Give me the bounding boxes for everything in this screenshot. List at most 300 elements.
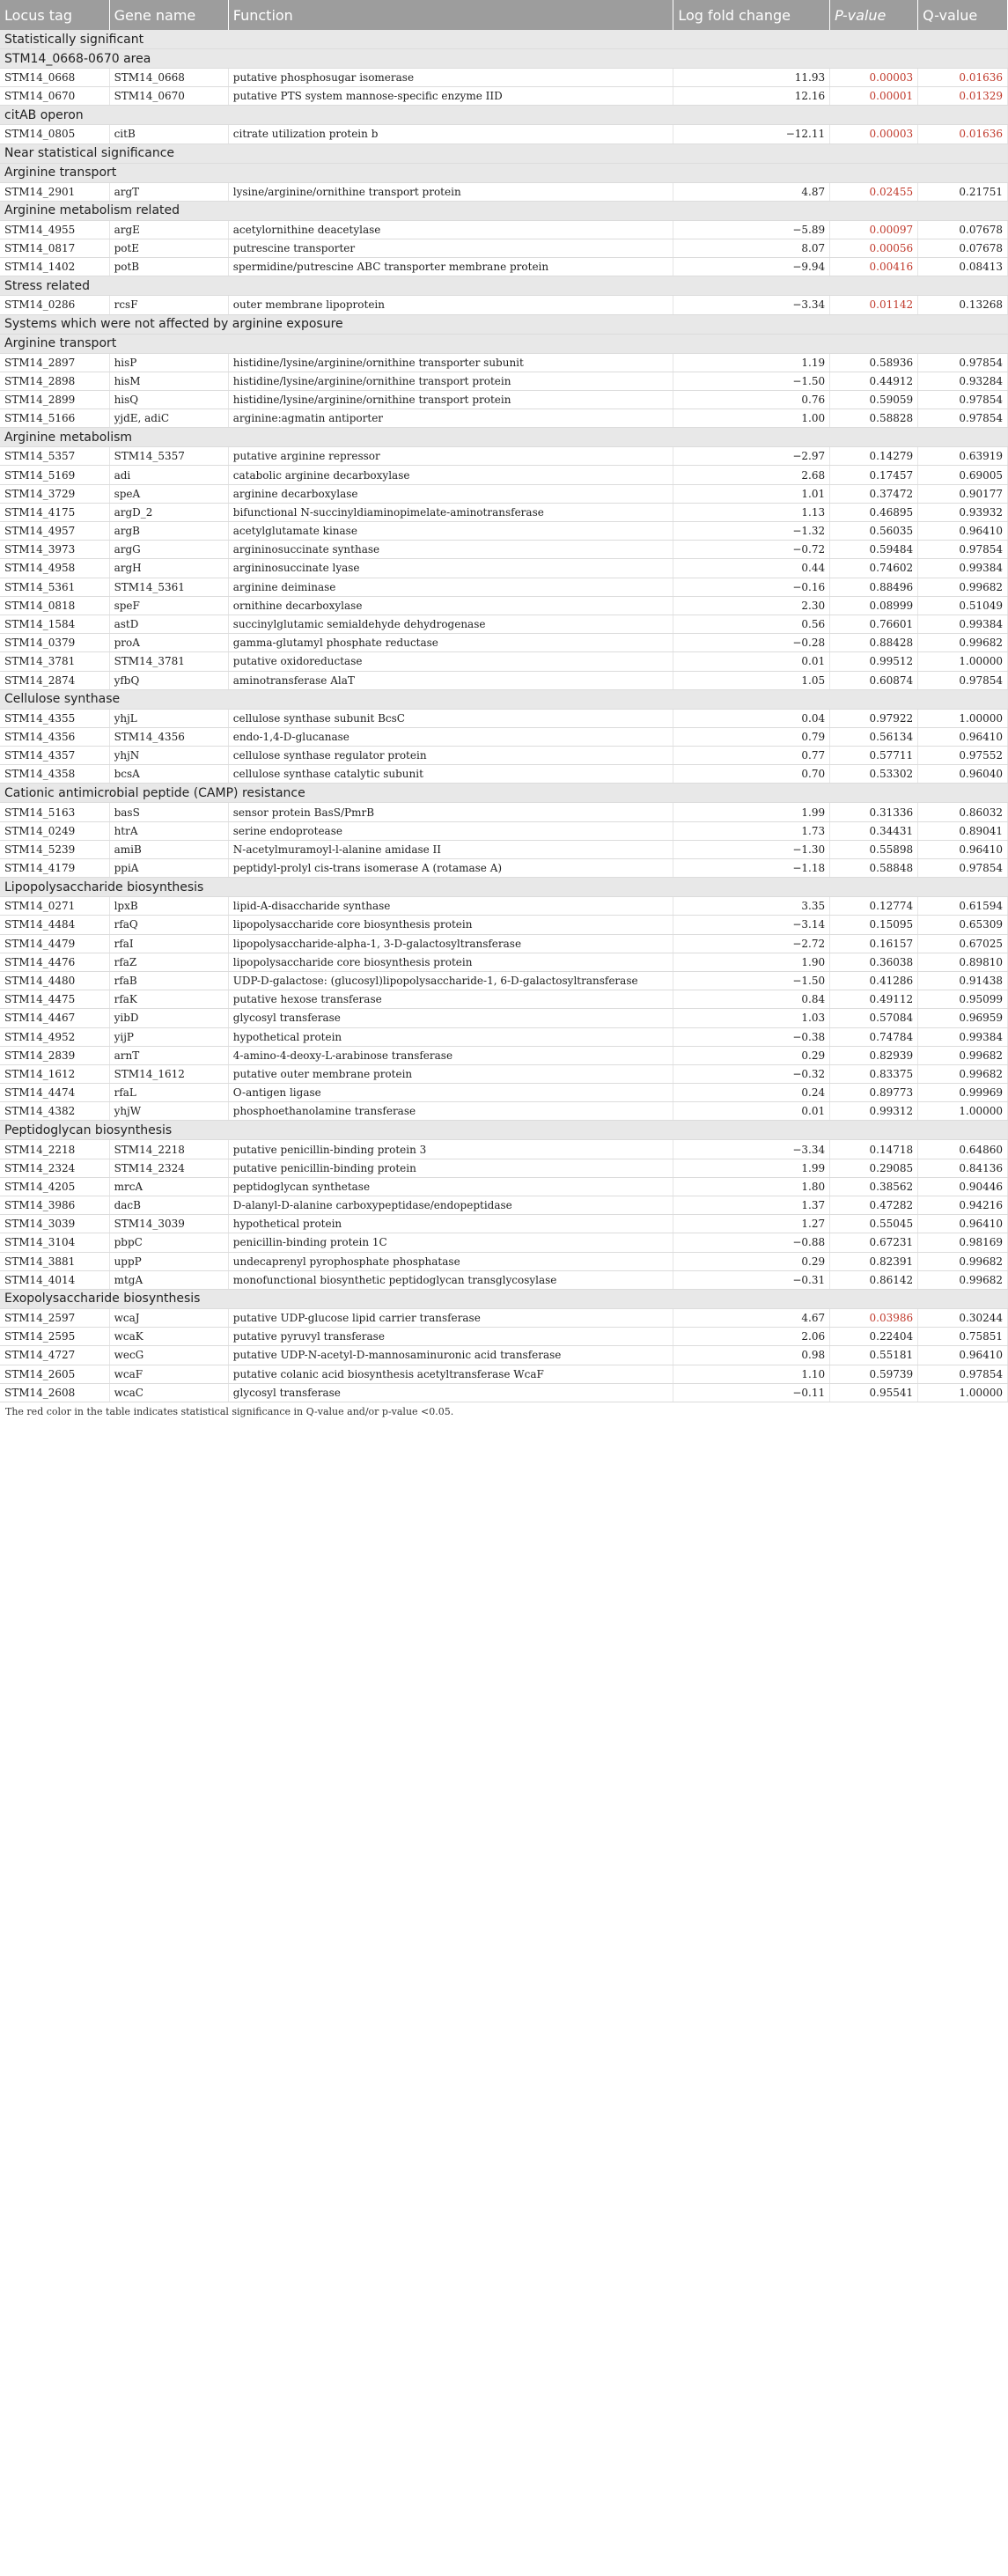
cell-p-value: 0.12774 (830, 897, 918, 916)
cell-log-fold-change: 1.73 (673, 821, 830, 840)
cell-q-value: 0.99969 (918, 1084, 1008, 1102)
cell-p-value: 0.88496 (830, 578, 918, 596)
cell-q-value: 0.99682 (918, 634, 1008, 652)
cell-log-fold-change: 3.35 (673, 897, 830, 916)
section-title: Peptidoglycan biosynthesis (0, 1121, 1008, 1140)
cell-p-value: 0.59059 (830, 390, 918, 408)
cell-q-value: 0.07678 (918, 220, 1008, 239)
cell-q-value: 0.01636 (918, 125, 1008, 144)
cell-q-value: 0.99682 (918, 1064, 1008, 1083)
table-row (0, 1308, 1008, 1327)
cell-q-value: 1.00000 (918, 1383, 1008, 1402)
cell-locus-tag: STM14_0271 (0, 897, 109, 916)
cell-p-value: 0.29085 (830, 1159, 918, 1177)
cell-function: putative penicillin-binding protein (228, 1159, 673, 1177)
cell-gene-name: rfaQ (109, 916, 228, 934)
table-row (0, 916, 1008, 934)
cell-gene-name: pbpC (109, 1233, 228, 1252)
header-gene-name: Gene name (109, 0, 228, 30)
cell-log-fold-change: −0.28 (673, 634, 830, 652)
header-locus-tag: Locus tag (0, 0, 109, 30)
table-row (0, 353, 1008, 372)
cell-log-fold-change: 8.07 (673, 239, 830, 257)
cell-gene-name: rcsF (109, 296, 228, 314)
cell-q-value: 0.97854 (918, 409, 1008, 428)
cell-gene-name: STM14_3781 (109, 652, 228, 671)
section-header (0, 144, 1008, 163)
cell-log-fold-change: 0.01 (673, 652, 830, 671)
cell-log-fold-change: −0.38 (673, 1027, 830, 1046)
cell-locus-tag: STM14_0818 (0, 596, 109, 615)
cell-log-fold-change: 2.30 (673, 596, 830, 615)
cell-gene-name: argT (109, 182, 228, 201)
cell-function: putative oxidoreductase (228, 652, 673, 671)
cell-locus-tag: STM14_4014 (0, 1270, 109, 1289)
cell-gene-name: hisP (109, 353, 228, 372)
section-title: Near statistical significance (0, 144, 1008, 163)
cell-p-value: 0.49112 (830, 990, 918, 1009)
cell-p-value: 0.58936 (830, 353, 918, 372)
cell-gene-name: proA (109, 634, 228, 652)
cell-function: N-acetylmuramoyl-l-alanine amidase II (228, 840, 673, 858)
cell-function: cellulose synthase catalytic subunit (228, 765, 673, 784)
cell-log-fold-change: 0.44 (673, 559, 830, 578)
cell-function: O-antigen ligase (228, 1084, 673, 1102)
section-header (0, 314, 1008, 334)
cell-q-value: 0.89041 (918, 821, 1008, 840)
cell-locus-tag: STM14_5166 (0, 409, 109, 428)
section-header (0, 106, 1008, 125)
table-row (0, 840, 1008, 858)
cell-p-value: 0.36038 (830, 953, 918, 971)
section-header (0, 276, 1008, 296)
cell-log-fold-change: 0.76 (673, 390, 830, 408)
cell-p-value: 0.15095 (830, 916, 918, 934)
section-title: Arginine transport (0, 163, 1008, 182)
cell-function: putative outer membrane protein (228, 1064, 673, 1083)
cell-p-value: 0.55181 (830, 1346, 918, 1365)
cell-locus-tag: STM14_4474 (0, 1084, 109, 1102)
cell-gene-name: argG (109, 541, 228, 559)
cell-function: cellulose synthase regulator protein (228, 747, 673, 765)
cell-function: outer membrane lipoprotein (228, 296, 673, 314)
table-row (0, 596, 1008, 615)
cell-locus-tag: STM14_4355 (0, 709, 109, 727)
cell-p-value: 0.53302 (830, 765, 918, 784)
cell-locus-tag: STM14_2324 (0, 1159, 109, 1177)
table-row (0, 296, 1008, 314)
cell-q-value: 0.97854 (918, 541, 1008, 559)
cell-locus-tag: STM14_4484 (0, 916, 109, 934)
cell-locus-tag: STM14_4479 (0, 934, 109, 953)
cell-gene-name: basS (109, 803, 228, 821)
cell-locus-tag: STM14_5163 (0, 803, 109, 821)
cell-q-value: 0.30244 (918, 1308, 1008, 1327)
table-row (0, 409, 1008, 428)
cell-p-value: 0.95541 (830, 1383, 918, 1402)
cell-locus-tag: STM14_1584 (0, 615, 109, 633)
cell-function: putative UDP-N-acetyl-D-mannosaminuronic acid transferase (228, 1346, 673, 1365)
cell-function: argininosuccinate synthase (228, 541, 673, 559)
cell-function: putative UDP-glucose lipid carrier transferase (228, 1308, 673, 1327)
cell-p-value: 0.00056 (830, 239, 918, 257)
table-row (0, 1027, 1008, 1046)
cell-p-value: 0.99312 (830, 1102, 918, 1121)
table-row (0, 1233, 1008, 1252)
cell-log-fold-change: 4.87 (673, 182, 830, 201)
cell-function: glycosyl transferase (228, 1009, 673, 1027)
cell-function: succinylglutamic semialdehyde dehydrogenase (228, 615, 673, 633)
cell-log-fold-change: 1.13 (673, 503, 830, 521)
cell-function: sensor protein BasS/PmrB (228, 803, 673, 821)
cell-log-fold-change: 11.93 (673, 69, 830, 87)
cell-locus-tag: STM14_4955 (0, 220, 109, 239)
cell-function: putative hexose transferase (228, 990, 673, 1009)
cell-gene-name: yhjN (109, 747, 228, 765)
cell-q-value: 0.97854 (918, 671, 1008, 689)
cell-log-fold-change: 1.37 (673, 1196, 830, 1215)
cell-log-fold-change: −1.32 (673, 522, 830, 541)
cell-locus-tag: STM14_4205 (0, 1177, 109, 1196)
cell-locus-tag: STM14_4958 (0, 559, 109, 578)
cell-locus-tag: STM14_0670 (0, 87, 109, 106)
cell-function: argininosuccinate lyase (228, 559, 673, 578)
cell-gene-name: yibD (109, 1009, 228, 1027)
cell-function: acetylornithine deacetylase (228, 220, 673, 239)
section-title: Statistically significant (0, 30, 1008, 49)
table-row (0, 239, 1008, 257)
table-row (0, 1328, 1008, 1346)
cell-p-value: 0.76601 (830, 615, 918, 633)
cell-locus-tag: STM14_5239 (0, 840, 109, 858)
cell-log-fold-change: 1.03 (673, 1009, 830, 1027)
cell-gene-name: lpxB (109, 897, 228, 916)
cell-p-value: 0.00003 (830, 69, 918, 87)
cell-q-value: 0.75851 (918, 1328, 1008, 1346)
cell-gene-name: citB (109, 125, 228, 144)
cell-gene-name: wcaK (109, 1328, 228, 1346)
cell-p-value: 0.01142 (830, 296, 918, 314)
cell-q-value: 0.13268 (918, 296, 1008, 314)
table-row (0, 1383, 1008, 1402)
section-header (0, 163, 1008, 182)
cell-log-fold-change: −0.16 (673, 578, 830, 596)
cell-gene-name: rfaI (109, 934, 228, 953)
cell-q-value: 0.93932 (918, 503, 1008, 521)
cell-log-fold-change: −12.11 (673, 125, 830, 144)
section-header (0, 334, 1008, 353)
cell-gene-name: bcsA (109, 765, 228, 784)
cell-log-fold-change: 1.05 (673, 671, 830, 689)
table-row (0, 821, 1008, 840)
table-footnote: The red color in the table indicates statistical significance in Q-value and/or p-value <0.05. (5, 1405, 454, 1417)
cell-log-fold-change: −0.31 (673, 1270, 830, 1289)
cell-log-fold-change: 0.79 (673, 727, 830, 746)
cell-function: arginine decarboxylase (228, 484, 673, 503)
table-row (0, 747, 1008, 765)
cell-p-value: 0.57711 (830, 747, 918, 765)
cell-gene-name: STM14_3039 (109, 1215, 228, 1233)
cell-function: aminotransferase AlaT (228, 671, 673, 689)
cell-gene-name: STM14_5361 (109, 578, 228, 596)
cell-gene-name: amiB (109, 840, 228, 858)
cell-gene-name: wcaC (109, 1383, 228, 1402)
cell-gene-name: wecG (109, 1346, 228, 1365)
cell-log-fold-change: −5.89 (673, 220, 830, 239)
cell-function: putative phosphosugar isomerase (228, 69, 673, 87)
table-row (0, 182, 1008, 201)
table-row (0, 503, 1008, 521)
cell-q-value: 0.95099 (918, 990, 1008, 1009)
cell-q-value: 1.00000 (918, 652, 1008, 671)
cell-gene-name: yfbQ (109, 671, 228, 689)
cell-q-value: 0.67025 (918, 934, 1008, 953)
cell-gene-name: potE (109, 239, 228, 257)
cell-q-value: 0.96410 (918, 1215, 1008, 1233)
cell-q-value: 0.89810 (918, 953, 1008, 971)
cell-function: putrescine transporter (228, 239, 673, 257)
cell-gene-name: argE (109, 220, 228, 239)
cell-locus-tag: STM14_2839 (0, 1046, 109, 1064)
cell-log-fold-change: 1.00 (673, 409, 830, 428)
table-body (0, 30, 1008, 1402)
section-title: Arginine metabolism related (0, 201, 1008, 220)
cell-locus-tag: STM14_2218 (0, 1140, 109, 1159)
cell-q-value: 0.97854 (918, 859, 1008, 878)
cell-q-value: 1.00000 (918, 1102, 1008, 1121)
cell-q-value: 0.01636 (918, 69, 1008, 87)
cell-gene-name: yijP (109, 1027, 228, 1046)
cell-function: endo-1,4-D-glucanase (228, 727, 673, 746)
cell-q-value: 0.65309 (918, 916, 1008, 934)
cell-q-value: 1.00000 (918, 709, 1008, 727)
cell-p-value: 0.00416 (830, 258, 918, 276)
cell-gene-name: wcaJ (109, 1308, 228, 1327)
cell-q-value: 0.07678 (918, 239, 1008, 257)
cell-p-value: 0.14718 (830, 1140, 918, 1159)
section-title: Exopolysaccharide biosynthesis (0, 1289, 1008, 1308)
cell-gene-name: argD_2 (109, 503, 228, 521)
cell-gene-name: argB (109, 522, 228, 541)
cell-q-value: 0.96410 (918, 840, 1008, 858)
section-header (0, 1121, 1008, 1140)
cell-locus-tag: STM14_4952 (0, 1027, 109, 1046)
table-row (0, 1365, 1008, 1383)
cell-locus-tag: STM14_4727 (0, 1346, 109, 1365)
cell-log-fold-change: 0.77 (673, 747, 830, 765)
cell-q-value: 0.08413 (918, 258, 1008, 276)
cell-locus-tag: STM14_3986 (0, 1196, 109, 1215)
cell-function: bifunctional N-succinyldiaminopimelate-aminotransferase (228, 503, 673, 521)
cell-q-value: 0.96040 (918, 765, 1008, 784)
cell-log-fold-change: −2.97 (673, 447, 830, 466)
cell-p-value: 0.82939 (830, 1046, 918, 1064)
cell-function: lipopolysaccharide core biosynthesis protein (228, 916, 673, 934)
cell-log-fold-change: −0.32 (673, 1064, 830, 1083)
cell-gene-name: STM14_1612 (109, 1064, 228, 1083)
cell-p-value: 0.58828 (830, 409, 918, 428)
section-header (0, 49, 1008, 69)
section-title: citAB operon (0, 106, 1008, 125)
table-row (0, 1009, 1008, 1027)
cell-gene-name: ppiA (109, 859, 228, 878)
cell-log-fold-change: 1.10 (673, 1365, 830, 1383)
table-row (0, 634, 1008, 652)
cell-q-value: 0.90446 (918, 1177, 1008, 1196)
cell-function: hypothetical protein (228, 1215, 673, 1233)
table-row (0, 484, 1008, 503)
cell-locus-tag: STM14_0286 (0, 296, 109, 314)
cell-locus-tag: STM14_2874 (0, 671, 109, 689)
section-header (0, 30, 1008, 49)
cell-p-value: 0.44912 (830, 372, 918, 390)
cell-gene-name: mrcA (109, 1177, 228, 1196)
cell-q-value: 0.99384 (918, 1027, 1008, 1046)
cell-gene-name: STM14_5357 (109, 447, 228, 466)
cell-q-value: 0.61594 (918, 897, 1008, 916)
cell-function: histidine/lysine/arginine/ornithine transporter subunit (228, 353, 673, 372)
cell-function: 4-amino-4-deoxy-L-arabinose transferase (228, 1046, 673, 1064)
cell-p-value: 0.00097 (830, 220, 918, 239)
section-title: Arginine metabolism (0, 428, 1008, 447)
cell-log-fold-change: −1.50 (673, 372, 830, 390)
cell-gene-name: yhjW (109, 1102, 228, 1121)
cell-function: lysine/arginine/ornithine transport protein (228, 182, 673, 201)
cell-p-value: 0.08999 (830, 596, 918, 615)
cell-locus-tag: STM14_4175 (0, 503, 109, 521)
cell-q-value: 0.90177 (918, 484, 1008, 503)
cell-function: peptidyl-prolyl cis-trans isomerase A (rotamase A) (228, 859, 673, 878)
cell-function: lipid-A-disaccharide synthase (228, 897, 673, 916)
cell-q-value: 0.64860 (918, 1140, 1008, 1159)
cell-p-value: 0.37472 (830, 484, 918, 503)
section-title: Stress related (0, 276, 1008, 296)
cell-p-value: 0.47282 (830, 1196, 918, 1215)
cell-p-value: 0.83375 (830, 1064, 918, 1083)
table-row (0, 447, 1008, 466)
section-header (0, 878, 1008, 897)
table-row (0, 671, 1008, 689)
cell-locus-tag: STM14_4467 (0, 1009, 109, 1027)
cell-gene-name: htrA (109, 821, 228, 840)
cell-function: arginine deiminase (228, 578, 673, 596)
cell-log-fold-change: −1.50 (673, 971, 830, 990)
table-row (0, 87, 1008, 106)
table-row (0, 372, 1008, 390)
table-row (0, 1252, 1008, 1270)
table-row (0, 541, 1008, 559)
cell-p-value: 0.88428 (830, 634, 918, 652)
table-row (0, 1102, 1008, 1121)
cell-p-value: 0.02455 (830, 182, 918, 201)
cell-locus-tag: STM14_5357 (0, 447, 109, 466)
cell-p-value: 0.82391 (830, 1252, 918, 1270)
cell-log-fold-change: 1.19 (673, 353, 830, 372)
section-title: STM14_0668-0670 area (0, 49, 1008, 69)
cell-q-value: 0.97552 (918, 747, 1008, 765)
cell-p-value: 0.74784 (830, 1027, 918, 1046)
cell-locus-tag: STM14_3104 (0, 1233, 109, 1252)
cell-q-value: 0.99682 (918, 578, 1008, 596)
cell-locus-tag: STM14_1402 (0, 258, 109, 276)
cell-function: putative colanic acid biosynthesis acetyltransferase WcaF (228, 1365, 673, 1383)
cell-function: penicillin-binding protein 1C (228, 1233, 673, 1252)
section-title: Arginine transport (0, 334, 1008, 353)
cell-locus-tag: STM14_5361 (0, 578, 109, 596)
cell-p-value: 0.22404 (830, 1328, 918, 1346)
cell-function: histidine/lysine/arginine/ornithine transport protein (228, 372, 673, 390)
cell-gene-name: rfaL (109, 1084, 228, 1102)
table-row (0, 934, 1008, 953)
cell-q-value: 0.84136 (918, 1159, 1008, 1177)
table-row (0, 125, 1008, 144)
cell-function: citrate utilization protein b (228, 125, 673, 144)
cell-locus-tag: STM14_3729 (0, 484, 109, 503)
cell-locus-tag: STM14_3973 (0, 541, 109, 559)
cell-gene-name: hisQ (109, 390, 228, 408)
cell-locus-tag: STM14_2597 (0, 1308, 109, 1327)
cell-function: glycosyl transferase (228, 1383, 673, 1402)
cell-locus-tag: STM14_4957 (0, 522, 109, 541)
cell-locus-tag: STM14_2897 (0, 353, 109, 372)
table-row (0, 220, 1008, 239)
section-header (0, 784, 1008, 803)
cell-locus-tag: STM14_0668 (0, 69, 109, 87)
cell-gene-name: speA (109, 484, 228, 503)
cell-p-value: 0.60874 (830, 671, 918, 689)
table-row (0, 727, 1008, 746)
cell-log-fold-change: 0.29 (673, 1046, 830, 1064)
cell-function: phosphoethanolamine transferase (228, 1102, 673, 1121)
table-row (0, 1084, 1008, 1102)
cell-gene-name: argH (109, 559, 228, 578)
table-row (0, 69, 1008, 87)
table-row (0, 390, 1008, 408)
cell-p-value: 0.46895 (830, 503, 918, 521)
cell-log-fold-change: −2.72 (673, 934, 830, 953)
cell-q-value: 0.96410 (918, 727, 1008, 746)
cell-log-fold-change: 0.98 (673, 1346, 830, 1365)
cell-locus-tag: STM14_3881 (0, 1252, 109, 1270)
table-row (0, 1177, 1008, 1196)
table-row (0, 709, 1008, 727)
cell-q-value: 0.94216 (918, 1196, 1008, 1215)
cell-locus-tag: STM14_2901 (0, 182, 109, 201)
cell-p-value: 0.14279 (830, 447, 918, 466)
cell-log-fold-change: −1.30 (673, 840, 830, 858)
cell-gene-name: yjdE, adiC (109, 409, 228, 428)
section-header (0, 201, 1008, 220)
cell-function: putative arginine repressor (228, 447, 673, 466)
cell-log-fold-change: 1.80 (673, 1177, 830, 1196)
cell-q-value: 0.97854 (918, 390, 1008, 408)
cell-function: UDP-D-galactose: (glucosyl)lipopolysaccharide-1, 6-D-galactosyltransferase (228, 971, 673, 990)
cell-p-value: 0.67231 (830, 1233, 918, 1252)
cell-p-value: 0.59484 (830, 541, 918, 559)
cell-p-value: 0.38562 (830, 1177, 918, 1196)
cell-function: hypothetical protein (228, 1027, 673, 1046)
cell-q-value: 0.69005 (918, 466, 1008, 484)
cell-q-value: 0.99384 (918, 559, 1008, 578)
cell-p-value: 0.00003 (830, 125, 918, 144)
cell-function: putative penicillin-binding protein 3 (228, 1140, 673, 1159)
cell-log-fold-change: 4.67 (673, 1308, 830, 1327)
cell-locus-tag: STM14_3039 (0, 1215, 109, 1233)
cell-p-value: 0.41286 (830, 971, 918, 990)
header-function: Function (228, 0, 673, 30)
table-row (0, 1215, 1008, 1233)
table-row (0, 559, 1008, 578)
